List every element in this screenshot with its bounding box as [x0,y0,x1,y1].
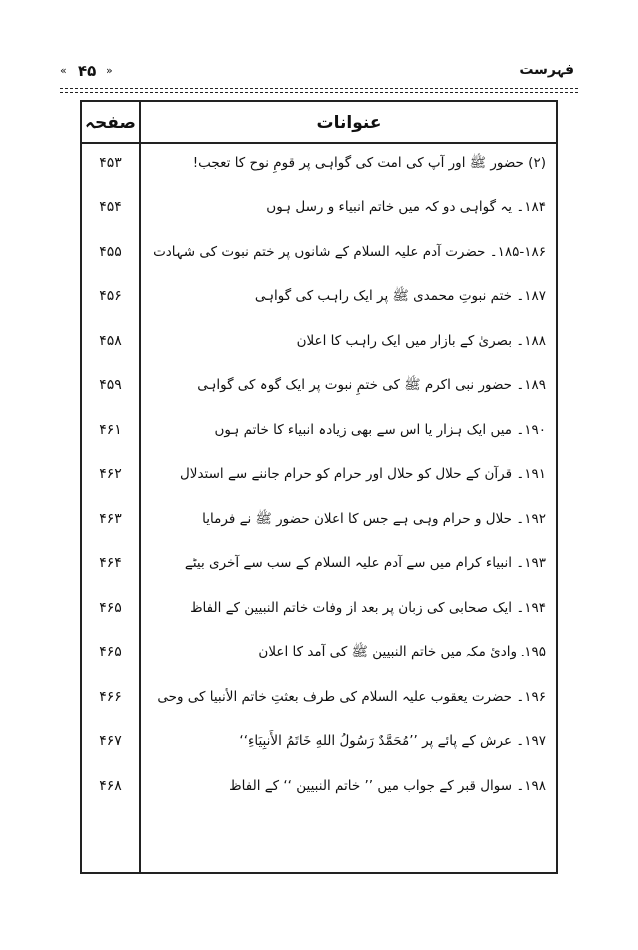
row-page: ۴۶۷ [99,733,122,749]
row-title: ۱۸۷۔ ختم نبوتِ محمدی ﷺ پر ایک راہب کی گواہی [254,288,546,304]
row-page: ۴۶۵ [99,644,122,660]
page-column-header: صفحہ [85,113,136,133]
table-row [82,368,556,402]
row-title: ۱۸۵-۱۸۶۔ حضرت آدم علیہ السلام کے شانوں پر ختم نبوت کی شہادت [153,244,546,260]
table-row [82,235,556,269]
header-row-divider [82,142,556,144]
row-page: ۴۶۶ [99,689,122,705]
row-title: ۱۹۷۔ عرش کے پائے پر ’’مُحَمَّدٌ رَسُولُ اللهِ خَاتَمُ الأَنبِيَاءِ‘‘ [239,733,546,749]
row-title: ۱۹۱۔ قرآن کے حلال کو حلال اور حرام کو حرام جاننے سے استدلال [179,466,546,482]
row-title: ۱۹۴۔ ایک صحابی کی زبان پر بعد از وفات خاتم النبیین کے الفاظ [190,600,546,616]
table-row [82,769,556,803]
header-divider-top [60,88,578,89]
table-row [82,635,556,669]
table-row [82,146,556,180]
row-page: ۴۵۴ [99,199,122,215]
table-row [82,680,556,714]
row-title: ۱۸۹۔ حضور نبی اکرم ﷺ کی ختمِ نبوت پر ایک گوہ کی گواہی [197,377,546,393]
row-title: ۱۸۴۔ یہ گواہی دو کہ میں خاتم انبیاء و رسل ہوں [266,199,546,215]
row-title: ۱۸۸۔ بصریٰ کے بازار میں ایک راہب کا اعلان [296,333,546,349]
table-row [82,502,556,536]
header-divider-bottom [60,92,578,93]
row-page: ۴۶۲ [99,466,122,482]
row-title: (۲) حضور ﷺ اور آپ کی امت کی گواہی پر قومِ نوح کا تعجب! [192,155,546,171]
page-ornament-right: » [106,64,113,77]
row-page: ۴۵۶ [99,288,122,304]
page-ornament-left: « [60,64,67,77]
table-row [82,591,556,625]
row-title: ۱۹۵۔ وادیٔ مکہ میں خاتم النبیین ﷺ کی آمد کا اعلان [258,644,546,660]
row-title: ۱۹۳۔ انبیاء کرام میں سے آدم علیہ السلام کے سب سے آخری بیٹے [184,555,546,571]
table-row [82,279,556,313]
row-page: ۴۶۵ [99,600,122,616]
row-page: ۴۶۴ [99,555,122,571]
contents-table [80,100,558,874]
row-page: ۴۵۸ [99,333,122,349]
running-title: فہرست [519,62,574,78]
row-page: ۴۵۹ [99,377,122,393]
table-row [82,457,556,491]
row-title: ۱۹۲۔ حلال و حرام وہی ہے جس کا اعلان حضور ﷺ نے فرمایا [202,511,546,527]
table-row [82,190,556,224]
row-title: ۱۹۶۔ حضرت یعقوب علیہ السلام کی طرف بعثتِ خاتم الأنبیا کی وحی [157,689,546,705]
row-title: ۱۹۸۔ سوال قبر کے جواب میں ’’ خاتم النبیین ‘‘ کے الفاظ [229,778,546,794]
title-column-header: عنوانات [316,113,382,133]
table-row [82,724,556,758]
running-header [60,62,578,86]
row-page: ۴۶۳ [99,511,122,527]
table-row [82,324,556,358]
row-page: ۴۵۵ [99,244,122,260]
table-row [82,413,556,447]
row-title: ۱۹۰۔ میں ایک ہزار یا اس سے بھی زیادہ انبیاء کا خاتم ہوں [214,422,546,438]
page-number: ۴۵ [78,62,97,80]
table-row [82,546,556,580]
row-page: ۴۶۸ [99,778,122,794]
row-page: ۴۵۳ [99,155,122,171]
row-page: ۴۶۱ [99,422,122,438]
